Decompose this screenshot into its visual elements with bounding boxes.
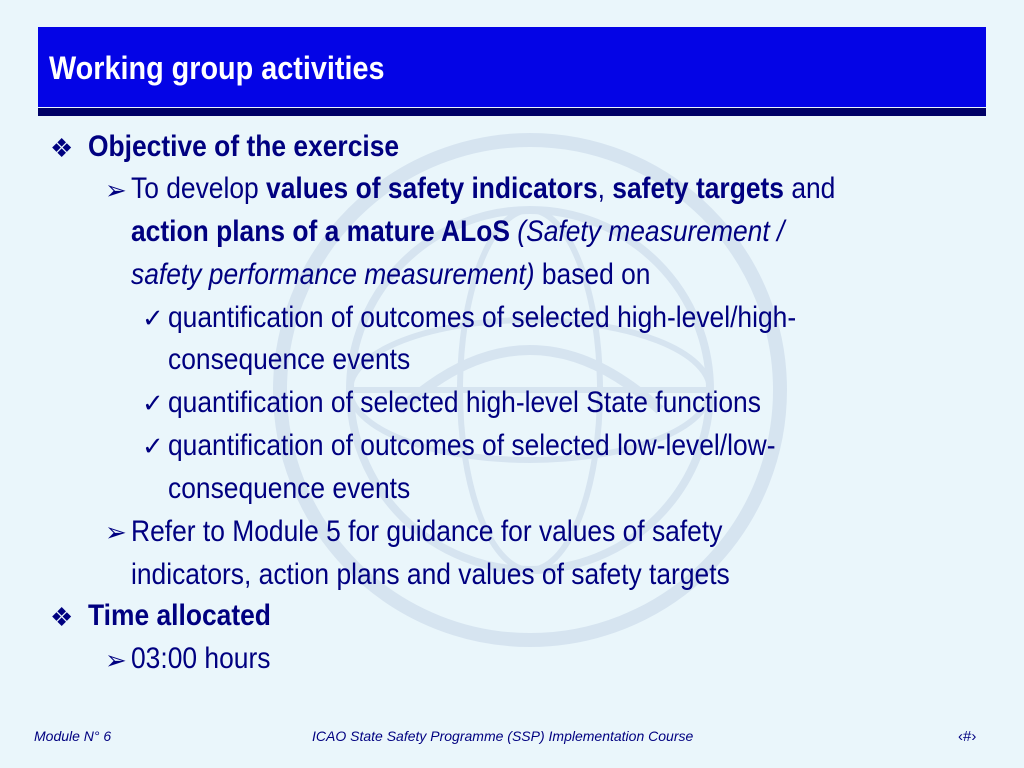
objective-item1-line3 (131, 258, 650, 292)
arrow-bullet-icon: ➢ (105, 517, 127, 547)
text-run: , (597, 172, 613, 205)
arrow-bullet-icon: ➢ (105, 175, 127, 205)
text-run-italic: (Safety measurement / (517, 215, 785, 248)
text-run-italic: safety performance measurement) (131, 258, 535, 291)
text-run: based on (534, 258, 651, 291)
arrow-bullet-icon: ➢ (105, 645, 127, 675)
diamond-bullet-icon: ❖ (50, 602, 74, 632)
text-run: To develop (131, 172, 267, 205)
text-run (510, 215, 517, 248)
objective-item2-line1: Refer to Module 5 for guidance for values of safety (131, 515, 723, 548)
slide-title: Working group activities (49, 50, 385, 86)
text-run-bold: values of safety indicators (266, 172, 598, 205)
check2-line1: quantification of selected high-level State functions (168, 386, 761, 419)
check3-line2: consequence events (168, 472, 411, 505)
objective-item2-line2: indicators, action plans and values of safety targets (131, 558, 730, 591)
check-bullet-icon: ✓ (142, 388, 164, 418)
diamond-bullet-icon: ❖ (50, 133, 74, 163)
check3-line1: quantification of outcomes of selected low-level/low- (168, 429, 776, 462)
objective-item1-line2 (131, 215, 784, 249)
objective-item1-line1 (131, 172, 835, 206)
check1-line1: quantification of outcomes of selected high-level/high- (168, 301, 797, 334)
check-bullet-icon: ✓ (142, 303, 164, 333)
time-item1: 03:00 hours (131, 642, 271, 675)
objective-heading: Objective of the exercise (88, 130, 400, 163)
footer-course: ICAO State Safety Programme (SSP) Implementation Course (312, 728, 694, 744)
footer-module: Module N° 6 (34, 728, 112, 744)
text-run-bold: action plans of a mature ALoS (131, 215, 510, 248)
text-run: and (783, 172, 836, 205)
footer-page-number: ‹#› (958, 728, 977, 745)
time-heading: Time allocated (88, 599, 271, 632)
check-bullet-icon: ✓ (142, 431, 164, 461)
text-run-bold: safety targets (612, 172, 784, 205)
check1-line2: consequence events (168, 343, 411, 376)
